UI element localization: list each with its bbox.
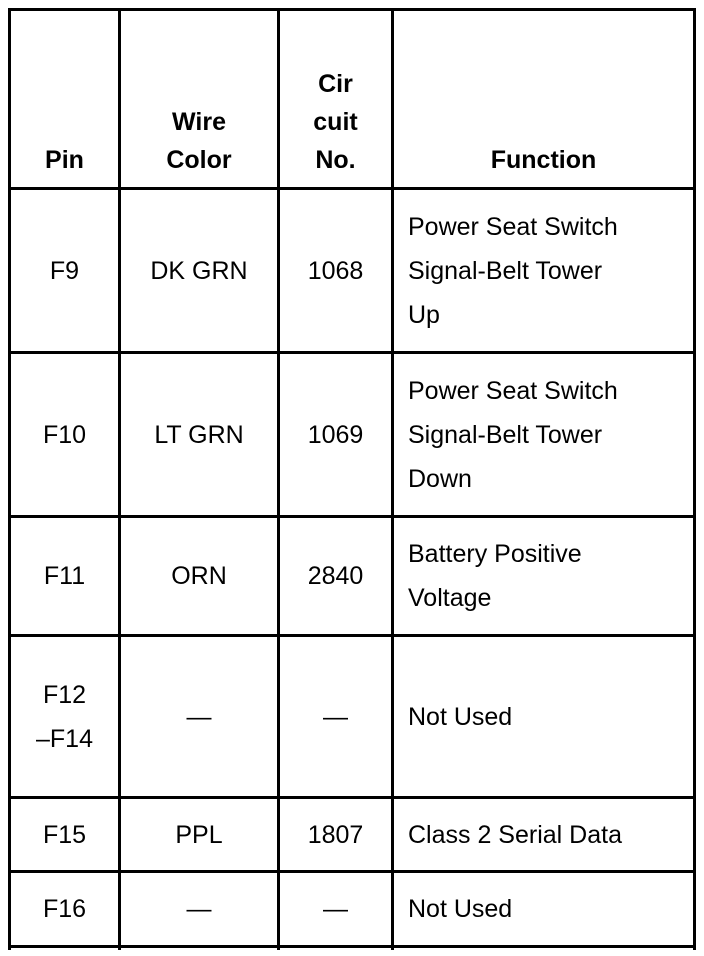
cell-pin: F10 [42, 420, 87, 449]
cell-pin: F12 –F14 [36, 680, 93, 753]
cell-circuit: 1068 [307, 256, 364, 285]
cell-pin: F15 [42, 820, 87, 849]
cell-pin: F9 [49, 256, 80, 285]
cell-wire-color: — [186, 895, 212, 923]
cell-circuit: 2840 [307, 562, 364, 590]
cell-circuit: — [323, 895, 348, 923]
cell-function: Not Used [408, 702, 513, 731]
cell-wire-color: — [186, 702, 212, 731]
cell-function: Class 2 Serial Data [408, 820, 622, 849]
cell-function: Not Used [408, 895, 513, 923]
cell-function: Power Seat Switch Signal-Belt Tower Up [408, 212, 618, 329]
connector-pin-table [8, 8, 696, 950]
cell-wire-color: LT GRN [154, 420, 244, 449]
cell-circuit: 1807 [307, 820, 364, 849]
header-wire-color: Wire Color [166, 108, 232, 174]
header-function: Function [490, 146, 597, 174]
table-border-right [693, 8, 696, 950]
cell-function: Power Seat Switch Signal-Belt Tower Down [408, 376, 618, 493]
table-border-bottom [8, 945, 696, 948]
header-circuit-no: Cir cuit No. [313, 70, 358, 174]
cell-wire-color: PPL [175, 820, 223, 849]
cell-wire-color: DK GRN [150, 256, 248, 285]
header-pin: Pin [45, 146, 84, 174]
cell-circuit: 1069 [307, 420, 364, 449]
cell-function: Battery Positive Voltage [408, 540, 582, 612]
cell-pin: F16 [42, 895, 87, 923]
cell-wire-color: ORN [171, 562, 227, 590]
cell-circuit: — [323, 702, 348, 731]
cell-pin: F11 [43, 562, 86, 590]
